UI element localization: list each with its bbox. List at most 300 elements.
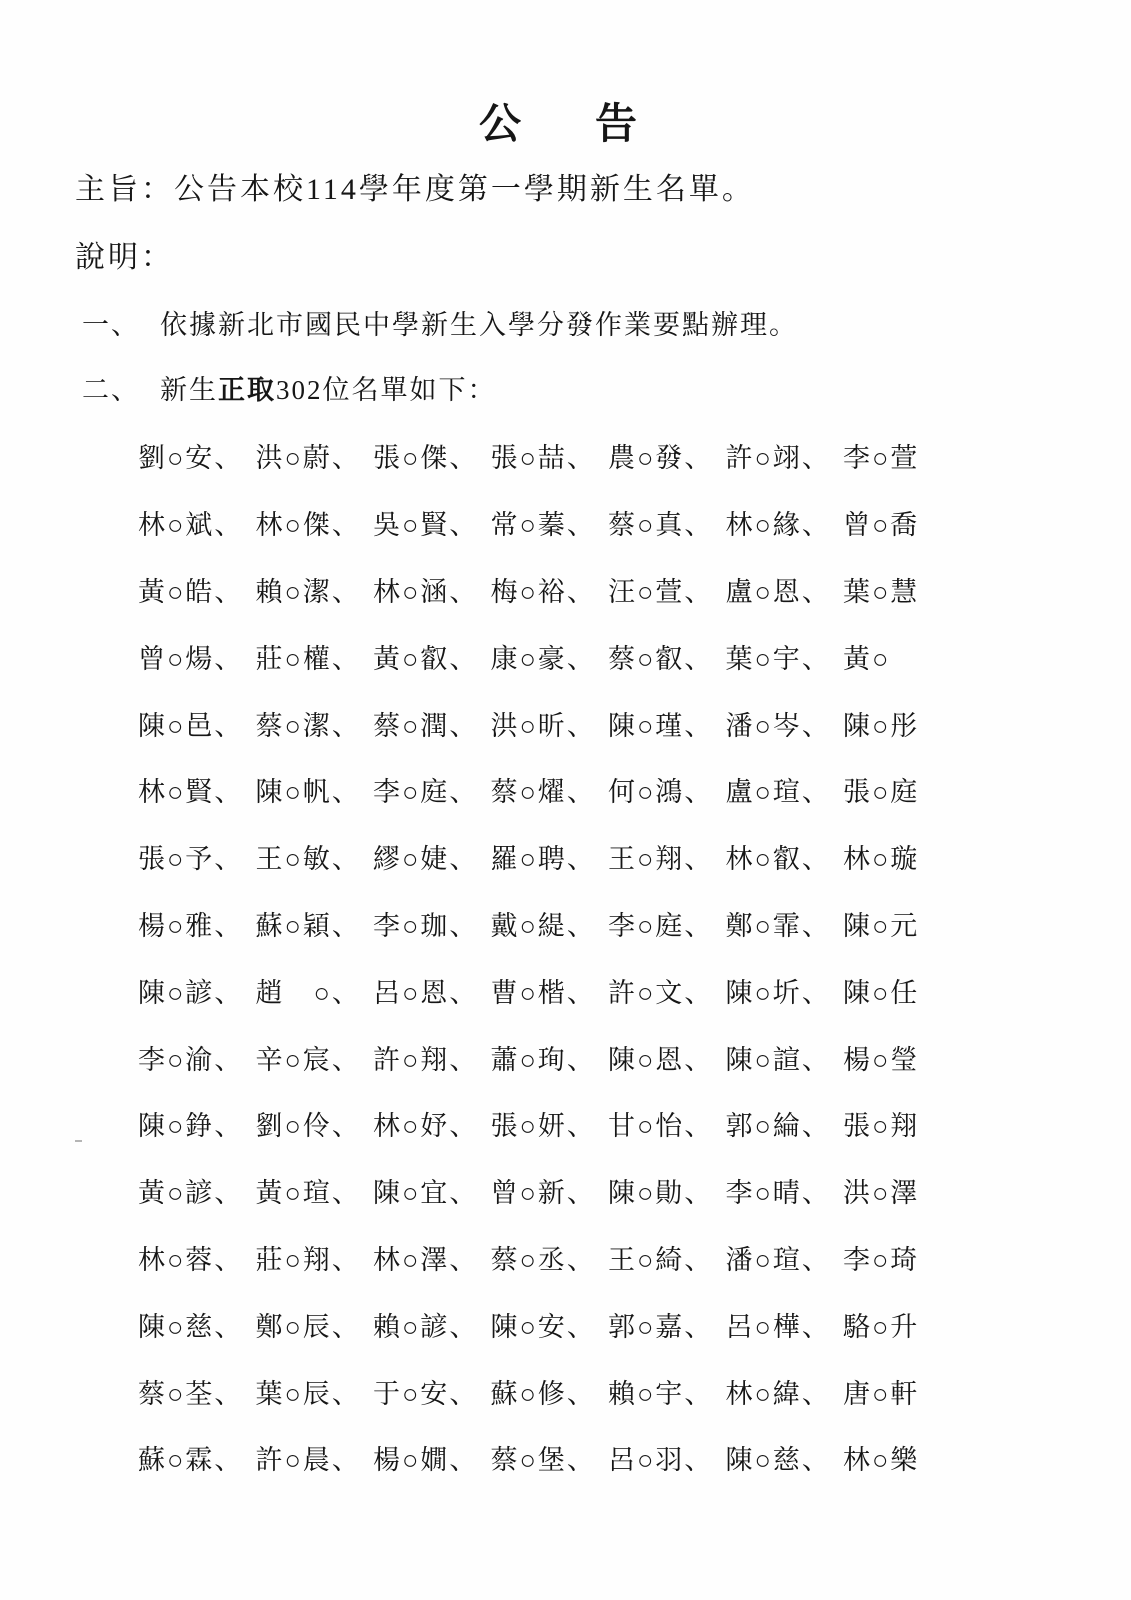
student-name-entry: [608, 1312, 726, 1342]
name-separator: 、: [684, 710, 714, 741]
student-name: 洪○澤: [843, 1178, 920, 1209]
name-separator: 、: [684, 844, 714, 875]
name-separator: 、: [331, 1111, 361, 1142]
student-name: 賴○潔: [255, 576, 332, 607]
student-name-entry: [726, 1379, 844, 1409]
student-name: 鄭○霏: [725, 910, 802, 941]
student-name: 陳○邑: [138, 710, 215, 741]
name-separator: 、: [331, 1378, 361, 1409]
student-name: 曾○喬: [843, 510, 920, 541]
name-row: [138, 559, 968, 626]
name-row: [138, 1026, 968, 1093]
student-name-entry: [138, 443, 256, 473]
name-separator: 、: [684, 1244, 714, 1275]
student-name: 曹○楷: [490, 977, 567, 1008]
student-name: 陳○諺: [138, 977, 215, 1008]
student-name: 張○妍: [490, 1111, 567, 1142]
subject-line: [75, 173, 755, 207]
item-text-before: 新生: [160, 375, 218, 405]
student-name: 葉○慧: [843, 576, 920, 607]
name-separator: 、: [449, 1111, 479, 1142]
student-name-entry: [138, 1312, 256, 1342]
name-separator: 、: [214, 1111, 244, 1142]
name-separator: 、: [801, 1311, 831, 1342]
name-separator: 、: [566, 710, 596, 741]
student-name: 林○樂: [843, 1445, 920, 1476]
name-separator: 、: [331, 1445, 361, 1476]
name-separator: 、: [684, 777, 714, 808]
name-separator: 、: [331, 1178, 361, 1209]
student-name-entry: [491, 1312, 609, 1342]
student-name: 李○庭: [373, 777, 450, 808]
student-name-entry: [843, 777, 961, 807]
name-separator: 、: [214, 844, 244, 875]
student-name: 蔡○潔: [255, 710, 332, 741]
student-name-entry: [608, 777, 726, 807]
student-name: 林○涵: [373, 576, 450, 607]
student-name-entry: [843, 844, 961, 874]
item-text-bold: 正取: [218, 375, 276, 405]
student-name-entry: [491, 911, 609, 941]
student-name-entry: [491, 577, 609, 607]
student-name-entry: [608, 1045, 726, 1075]
student-name: 黃○叡: [373, 643, 450, 674]
student-name: 蔡○堡: [490, 1445, 567, 1476]
student-name: 呂○羽: [608, 1445, 685, 1476]
name-separator: 、: [449, 1445, 479, 1476]
name-separator: 、: [801, 576, 831, 607]
name-separator: 、: [566, 777, 596, 808]
student-name-entry: [608, 1445, 726, 1475]
student-name: 蔡○燿: [490, 777, 567, 808]
student-name-entry: [843, 577, 961, 607]
student-name-entry: [608, 510, 726, 540]
student-name: 李○珈: [373, 910, 450, 941]
name-separator: 、: [214, 977, 244, 1008]
student-name-entry: [608, 711, 726, 741]
student-name: 潘○瑄: [725, 1244, 802, 1275]
name-separator: 、: [449, 1244, 479, 1275]
name-separator: 、: [214, 1445, 244, 1476]
name-separator: 、: [449, 1311, 479, 1342]
student-name-entry: [491, 844, 609, 874]
item-number: 二、: [82, 375, 140, 405]
student-name-entry: [138, 911, 256, 941]
name-separator: 、: [214, 1311, 244, 1342]
student-name: 曾○煬: [138, 643, 215, 674]
student-name: 葉○辰: [255, 1378, 332, 1409]
student-name: 李○庭: [608, 910, 685, 941]
admitted-student-list: [138, 425, 968, 1494]
student-name-entry: [491, 1245, 609, 1275]
student-name: 陳○瑾: [608, 710, 685, 741]
student-name: 賴○諺: [373, 1311, 450, 1342]
name-separator: 、: [449, 1044, 479, 1075]
student-name-entry: [256, 711, 374, 741]
student-name-entry: [138, 777, 256, 807]
student-name-entry: [256, 1111, 374, 1141]
student-name-entry: [726, 443, 844, 473]
student-name: 趙 ○: [255, 977, 332, 1008]
student-name: 洪○蔚: [255, 443, 332, 474]
student-name: 蕭○珣: [490, 1044, 567, 1075]
student-name: 陳○宜: [373, 1178, 450, 1209]
name-separator: 、: [214, 910, 244, 941]
document-title: 公告: [479, 102, 712, 148]
name-separator: 、: [566, 576, 596, 607]
student-name-entry: [608, 1178, 726, 1208]
student-name-entry: [256, 644, 374, 674]
student-name: 王○綺: [608, 1244, 685, 1275]
name-separator: 、: [566, 910, 596, 941]
student-name-entry: [843, 978, 961, 1008]
student-name-entry: [256, 1379, 374, 1409]
student-name: 黃○: [843, 643, 891, 674]
student-name: 黃○皓: [138, 576, 215, 607]
student-name: 陳○諠: [725, 1044, 802, 1075]
student-name-entry: [726, 577, 844, 607]
student-name: 潘○岑: [725, 710, 802, 741]
name-separator: 、: [214, 777, 244, 808]
student-name-entry: [843, 510, 961, 540]
student-name: 陳○圻: [725, 977, 802, 1008]
name-separator: 、: [801, 443, 831, 474]
student-name: 陳○慈: [725, 1445, 802, 1476]
student-name-entry: [138, 510, 256, 540]
student-name: 陳○彤: [843, 710, 920, 741]
student-name-entry: [491, 644, 609, 674]
name-separator: 、: [214, 1378, 244, 1409]
name-separator: 、: [566, 977, 596, 1008]
name-separator: 、: [449, 510, 479, 541]
name-row: [138, 625, 968, 692]
student-name-entry: [373, 1178, 491, 1208]
explanation-item-2: [82, 375, 497, 405]
student-name-entry: [726, 1178, 844, 1208]
student-name-entry: [608, 443, 726, 473]
explanation-label: 說明：: [75, 241, 174, 274]
student-name-entry: [726, 777, 844, 807]
student-name-entry: [491, 1045, 609, 1075]
student-name: 李○晴: [725, 1178, 802, 1209]
student-name-entry: [608, 844, 726, 874]
student-name-entry: [843, 1111, 961, 1141]
name-separator: 、: [684, 443, 714, 474]
name-separator: 、: [331, 643, 361, 674]
student-name: 賴○宇: [608, 1378, 685, 1409]
student-name: 駱○升: [843, 1311, 920, 1342]
name-separator: 、: [331, 510, 361, 541]
student-name: 林○緯: [725, 1378, 802, 1409]
subject-text: 公告本校114學年度第一學期新生名單。: [174, 173, 755, 206]
student-name-entry: [256, 844, 374, 874]
student-name-entry: [256, 510, 374, 540]
student-name-entry: [726, 510, 844, 540]
student-name-entry: [138, 1111, 256, 1141]
name-separator: 、: [801, 1111, 831, 1142]
student-name: 許○翊: [725, 443, 802, 474]
name-separator: 、: [331, 1244, 361, 1275]
student-name-entry: [491, 1379, 609, 1409]
name-separator: 、: [214, 1178, 244, 1209]
name-separator: 、: [449, 844, 479, 875]
student-name: 張○傑: [373, 443, 450, 474]
student-name-entry: [491, 1111, 609, 1141]
name-separator: 、: [566, 1111, 596, 1142]
student-name: 蔡○潤: [373, 710, 450, 741]
name-separator: 、: [566, 844, 596, 875]
name-row: [138, 1360, 968, 1427]
name-separator: 、: [331, 910, 361, 941]
name-separator: 、: [566, 1178, 596, 1209]
student-name-entry: [726, 1045, 844, 1075]
name-separator: 、: [449, 710, 479, 741]
student-name-entry: [256, 777, 374, 807]
name-separator: 、: [684, 910, 714, 941]
student-name-entry: [138, 644, 256, 674]
student-name-entry: [726, 1312, 844, 1342]
name-separator: 、: [801, 977, 831, 1008]
student-name: 農○發: [608, 443, 685, 474]
student-name-entry: [373, 443, 491, 473]
name-separator: 、: [566, 1311, 596, 1342]
name-separator: 、: [801, 844, 831, 875]
student-name: 陳○勛: [608, 1178, 685, 1209]
student-name: 張○庭: [843, 777, 920, 808]
student-name-entry: [726, 978, 844, 1008]
student-name-entry: [843, 911, 961, 941]
name-separator: 、: [566, 510, 596, 541]
subject-label: 主旨：: [75, 173, 174, 206]
student-name-entry: [373, 844, 491, 874]
student-name: 林○傑: [255, 510, 332, 541]
scan-mark: [75, 1140, 82, 1142]
student-name-entry: [138, 1178, 256, 1208]
student-name-entry: [491, 1178, 609, 1208]
student-name: 王○敏: [255, 844, 332, 875]
student-name: 盧○恩: [725, 576, 802, 607]
student-name: 林○緣: [725, 510, 802, 541]
name-separator: 、: [214, 1244, 244, 1275]
student-name-entry: [373, 644, 491, 674]
explanation-item-1: [82, 310, 798, 340]
name-separator: 、: [214, 710, 244, 741]
student-name: 辛○宸: [255, 1044, 332, 1075]
name-separator: 、: [214, 643, 244, 674]
student-name: 蔡○叡: [608, 643, 685, 674]
student-name: 李○渝: [138, 1044, 215, 1075]
student-name-entry: [138, 1379, 256, 1409]
student-name: 陳○慈: [138, 1311, 215, 1342]
student-name-entry: [373, 577, 491, 607]
student-name-entry: [608, 911, 726, 941]
student-name-entry: [491, 978, 609, 1008]
student-name-entry: [491, 711, 609, 741]
student-name: 陳○元: [843, 910, 920, 941]
name-separator: 、: [684, 643, 714, 674]
student-name-entry: [138, 1245, 256, 1275]
student-name: 鄭○辰: [255, 1311, 332, 1342]
name-separator: 、: [684, 1378, 714, 1409]
student-name: 陳○恩: [608, 1044, 685, 1075]
student-name: 許○文: [608, 977, 685, 1008]
name-separator: 、: [331, 977, 361, 1008]
student-name-entry: [256, 443, 374, 473]
name-row: [138, 1427, 968, 1494]
student-name: 林○斌: [138, 510, 215, 541]
name-separator: 、: [566, 1044, 596, 1075]
student-name-entry: [138, 978, 256, 1008]
student-name: 林○澤: [373, 1244, 450, 1275]
student-name-entry: [138, 711, 256, 741]
student-name: 于○安: [373, 1378, 450, 1409]
name-separator: 、: [566, 443, 596, 474]
student-name: 張○翔: [843, 1111, 920, 1142]
student-name: 盧○瑄: [725, 777, 802, 808]
name-separator: 、: [449, 443, 479, 474]
student-name: 梅○裕: [490, 576, 567, 607]
name-row: [138, 826, 968, 893]
name-separator: 、: [449, 576, 479, 607]
student-name: 戴○緹: [490, 910, 567, 941]
student-name-entry: [138, 1045, 256, 1075]
student-name-entry: [608, 1379, 726, 1409]
name-row: [138, 492, 968, 559]
name-separator: 、: [566, 1445, 596, 1476]
student-name: 林○璇: [843, 844, 920, 875]
student-name-entry: [843, 1379, 961, 1409]
name-separator: 、: [801, 1044, 831, 1075]
student-name: 康○豪: [490, 643, 567, 674]
student-name: 郭○綸: [725, 1111, 802, 1142]
name-separator: 、: [566, 1244, 596, 1275]
student-name: 蘇○穎: [255, 910, 332, 941]
name-separator: 、: [449, 643, 479, 674]
student-name-entry: [608, 577, 726, 607]
student-name-entry: [608, 644, 726, 674]
student-name: 張○予: [138, 844, 215, 875]
student-name-entry: [726, 711, 844, 741]
student-name-entry: [491, 510, 609, 540]
student-name-entry: [726, 644, 844, 674]
student-name-entry: [491, 1445, 609, 1475]
student-name-entry: [726, 844, 844, 874]
name-separator: 、: [331, 777, 361, 808]
student-name-entry: [373, 711, 491, 741]
student-name-entry: [373, 911, 491, 941]
student-name: 莊○權: [255, 643, 332, 674]
name-separator: 、: [801, 910, 831, 941]
name-separator: 、: [449, 977, 479, 1008]
student-name: 劉○伶: [255, 1111, 332, 1142]
student-name-entry: [608, 1111, 726, 1141]
student-name-entry: [843, 1445, 961, 1475]
name-row: [138, 1293, 968, 1360]
student-name-entry: [843, 1245, 961, 1275]
student-name-entry: [373, 1045, 491, 1075]
student-name: 呂○樺: [725, 1311, 802, 1342]
student-name-entry: [256, 1045, 374, 1075]
student-name-entry: [843, 711, 961, 741]
student-name-entry: [608, 978, 726, 1008]
student-name: 郭○嘉: [608, 1311, 685, 1342]
student-name-entry: [373, 1379, 491, 1409]
name-separator: 、: [801, 1378, 831, 1409]
student-name: 何○鴻: [608, 777, 685, 808]
name-separator: 、: [801, 643, 831, 674]
student-name: 唐○軒: [843, 1378, 920, 1409]
student-name-entry: [138, 577, 256, 607]
student-name: 許○翔: [373, 1044, 450, 1075]
name-separator: 、: [684, 1111, 714, 1142]
student-name: 莊○翔: [255, 1244, 332, 1275]
student-name: 陳○帆: [255, 777, 332, 808]
name-separator: 、: [214, 443, 244, 474]
name-separator: 、: [214, 510, 244, 541]
name-separator: 、: [449, 1378, 479, 1409]
student-name-entry: [843, 443, 961, 473]
name-separator: 、: [684, 576, 714, 607]
student-name: 洪○昕: [490, 710, 567, 741]
student-name-entry: [256, 577, 374, 607]
student-name-entry: [256, 1445, 374, 1475]
student-name-entry: [491, 777, 609, 807]
student-name-entry: [373, 1111, 491, 1141]
name-separator: 、: [684, 510, 714, 541]
student-name-entry: [256, 978, 374, 1008]
name-separator: 、: [684, 1311, 714, 1342]
student-name: 汪○萱: [608, 576, 685, 607]
name-row: [138, 1227, 968, 1294]
name-separator: 、: [566, 643, 596, 674]
name-separator: 、: [331, 576, 361, 607]
name-separator: 、: [331, 443, 361, 474]
student-name-entry: [608, 1245, 726, 1275]
student-name: 繆○婕: [373, 844, 450, 875]
name-separator: 、: [801, 710, 831, 741]
student-name-entry: [256, 1312, 374, 1342]
student-name: 許○晨: [255, 1445, 332, 1476]
student-name-entry: [138, 844, 256, 874]
student-name: 林○蓉: [138, 1244, 215, 1275]
name-separator: 、: [331, 1044, 361, 1075]
name-separator: 、: [684, 1445, 714, 1476]
name-separator: 、: [684, 1044, 714, 1075]
name-separator: 、: [801, 1178, 831, 1209]
student-name-entry: [373, 978, 491, 1008]
student-name: 楊○瑩: [843, 1044, 920, 1075]
student-name: 黃○諺: [138, 1178, 215, 1209]
name-separator: 、: [684, 977, 714, 1008]
student-name: 蔡○荃: [138, 1378, 215, 1409]
name-separator: 、: [684, 1178, 714, 1209]
student-name: 李○琦: [843, 1244, 920, 1275]
student-name: 陳○任: [843, 977, 920, 1008]
name-row: [138, 1160, 968, 1227]
student-name: 蘇○修: [490, 1378, 567, 1409]
name-separator: 、: [801, 510, 831, 541]
student-name: 陳○安: [490, 1311, 567, 1342]
name-row: [138, 893, 968, 960]
name-separator: 、: [331, 710, 361, 741]
student-name: 楊○嫺: [373, 1445, 450, 1476]
student-name-entry: [256, 1178, 374, 1208]
name-separator: 、: [449, 1178, 479, 1209]
student-name: 林○妤: [373, 1111, 450, 1142]
name-row: [138, 425, 968, 492]
student-name: 呂○恩: [373, 977, 450, 1008]
student-name: 羅○聘: [490, 844, 567, 875]
